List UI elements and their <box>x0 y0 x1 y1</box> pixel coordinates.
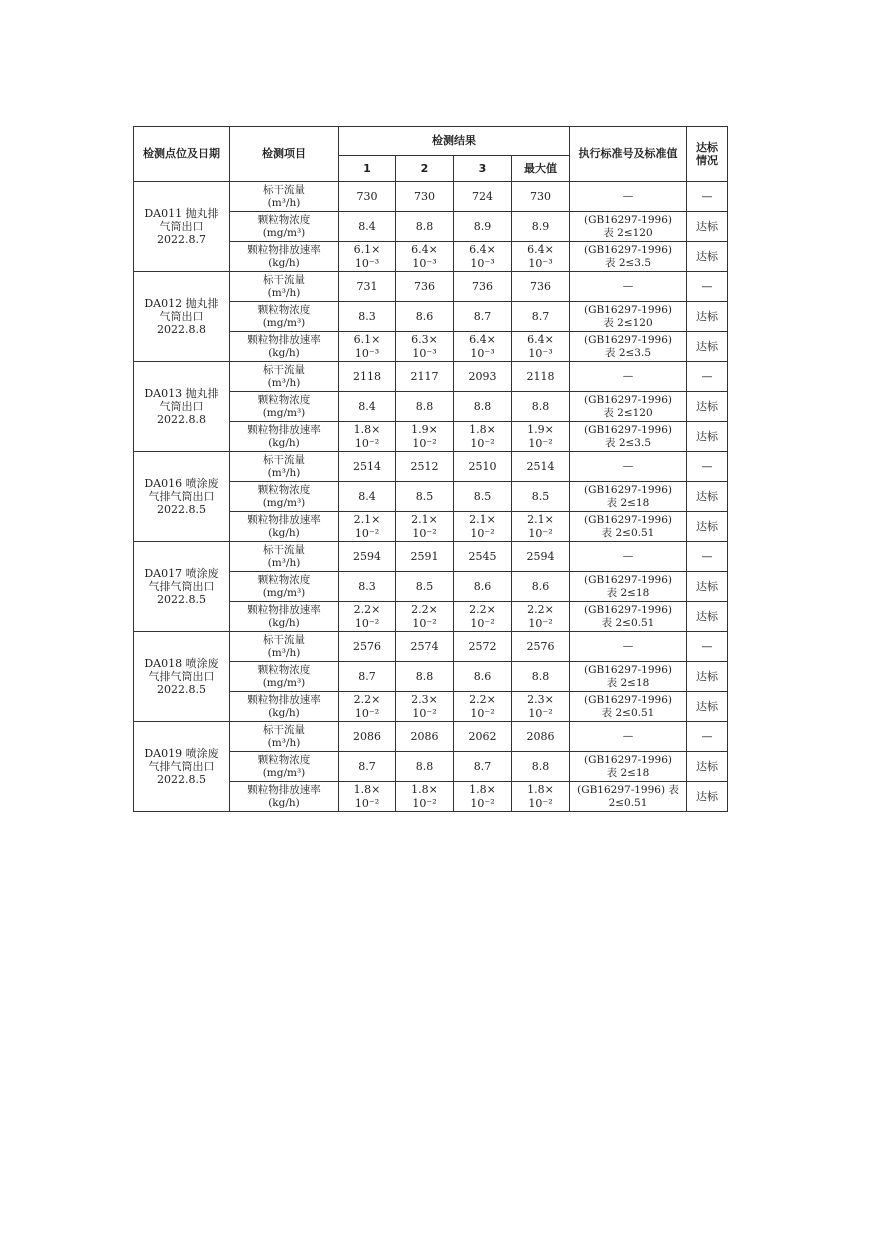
result-3-cell: 2093 <box>454 362 512 392</box>
compliance-cell: 达标 <box>687 242 728 272</box>
result-3-cell: 2062 <box>454 722 512 752</box>
table-row <box>134 632 728 662</box>
table-row <box>134 722 728 752</box>
result-3-cell: 2572 <box>454 632 512 662</box>
max-value-cell: 8.8 <box>512 392 570 422</box>
standard-cell: (GB16297-1996) 表 2≤3.5 <box>570 422 687 452</box>
result-3-cell: 2.2× 10⁻² <box>454 602 512 632</box>
standard-cell: — <box>570 362 687 392</box>
compliance-cell: 达标 <box>687 662 728 692</box>
result-2-cell: 8.5 <box>396 572 454 602</box>
item-cell: 颗粒物浓度 (mg/m³) <box>230 482 339 512</box>
max-value-cell: 8.5 <box>512 482 570 512</box>
result-3-cell: 2510 <box>454 452 512 482</box>
result-2-cell: 8.8 <box>396 212 454 242</box>
result-2-cell: 2574 <box>396 632 454 662</box>
max-value-cell: 2.2× 10⁻² <box>512 602 570 632</box>
location-date-cell: DA018 喷涂废 气排气筒出口 2022.8.5 <box>134 632 230 722</box>
compliance-cell: — <box>687 632 728 662</box>
max-value-cell: 8.8 <box>512 662 570 692</box>
compliance-cell: 达标 <box>687 512 728 542</box>
standard-cell: (GB16297-1996) 表 2≤3.5 <box>570 242 687 272</box>
location-date-cell: DA019 喷涂废 气排气筒出口 2022.8.5 <box>134 722 230 812</box>
compliance-cell: 达标 <box>687 572 728 602</box>
max-value-cell: 8.9 <box>512 212 570 242</box>
item-cell: 颗粒物浓度 (mg/m³) <box>230 752 339 782</box>
header-row-1 <box>134 127 728 156</box>
header-item: 检测项目 <box>230 127 339 182</box>
standard-cell: — <box>570 632 687 662</box>
item-cell: 颗粒物浓度 (mg/m³) <box>230 572 339 602</box>
standard-cell: — <box>570 542 687 572</box>
item-cell: 颗粒物排放速率 (kg/h) <box>230 332 339 362</box>
header-location-date: 检测点位及日期 <box>134 127 230 182</box>
max-value-cell: 2594 <box>512 542 570 572</box>
location-date-cell: DA012 抛丸排 气筒出口 2022.8.8 <box>134 272 230 362</box>
max-value-cell: 6.4× 10⁻³ <box>512 332 570 362</box>
item-cell: 颗粒物排放速率 (kg/h) <box>230 242 339 272</box>
result-2-cell: 1.9× 10⁻² <box>396 422 454 452</box>
result-2-cell: 2.2× 10⁻² <box>396 602 454 632</box>
standard-cell: (GB16297-1996) 表 2≤120 <box>570 392 687 422</box>
result-1-cell: 1.8× 10⁻² <box>339 782 396 812</box>
result-2-cell: 6.3× 10⁻³ <box>396 332 454 362</box>
result-1-cell: 8.3 <box>339 572 396 602</box>
item-cell: 标干流量 (m³/h) <box>230 542 339 572</box>
result-1-cell: 2086 <box>339 722 396 752</box>
table-row <box>134 272 728 302</box>
result-1-cell: 6.1× 10⁻³ <box>339 242 396 272</box>
standard-cell: (GB16297-1996) 表 2≤18 <box>570 572 687 602</box>
result-2-cell: 730 <box>396 182 454 212</box>
compliance-cell: 达标 <box>687 482 728 512</box>
result-1-cell: 2118 <box>339 362 396 392</box>
header-col-2: 2 <box>396 156 454 182</box>
result-3-cell: 6.4× 10⁻³ <box>454 332 512 362</box>
standard-cell: (GB16297-1996) 表 2≤120 <box>570 212 687 242</box>
standard-cell: (GB16297-1996) 表 2≤18 <box>570 752 687 782</box>
standard-cell: (GB16297-1996) 表 2≤0.51 <box>570 782 687 812</box>
item-cell: 颗粒物排放速率 (kg/h) <box>230 422 339 452</box>
max-value-cell: 730 <box>512 182 570 212</box>
item-cell: 标干流量 (m³/h) <box>230 632 339 662</box>
result-3-cell: 8.9 <box>454 212 512 242</box>
result-1-cell: 2594 <box>339 542 396 572</box>
item-cell: 标干流量 (m³/h) <box>230 182 339 212</box>
compliance-cell: 达标 <box>687 692 728 722</box>
item-cell: 颗粒物浓度 (mg/m³) <box>230 662 339 692</box>
result-3-cell: 8.8 <box>454 392 512 422</box>
header-results: 检测结果 <box>339 127 570 156</box>
header-standard: 执行标准号及标准值 <box>570 127 687 182</box>
standard-cell: — <box>570 272 687 302</box>
compliance-cell: 达标 <box>687 332 728 362</box>
standard-cell: — <box>570 722 687 752</box>
item-cell: 颗粒物排放速率 (kg/h) <box>230 692 339 722</box>
compliance-cell: — <box>687 182 728 212</box>
result-2-cell: 2086 <box>396 722 454 752</box>
result-2-cell: 8.8 <box>396 662 454 692</box>
max-value-cell: 6.4× 10⁻³ <box>512 242 570 272</box>
result-2-cell: 1.8× 10⁻² <box>396 782 454 812</box>
location-date-cell: DA017 喷涂废 气排气筒出口 2022.8.5 <box>134 542 230 632</box>
result-2-cell: 2512 <box>396 452 454 482</box>
item-cell: 颗粒物浓度 (mg/m³) <box>230 392 339 422</box>
result-3-cell: 2545 <box>454 542 512 572</box>
result-2-cell: 6.4× 10⁻³ <box>396 242 454 272</box>
result-3-cell: 2.2× 10⁻² <box>454 692 512 722</box>
item-cell: 标干流量 (m³/h) <box>230 722 339 752</box>
result-1-cell: 2576 <box>339 632 396 662</box>
result-2-cell: 8.6 <box>396 302 454 332</box>
item-cell: 颗粒物排放速率 (kg/h) <box>230 602 339 632</box>
location-date-cell: DA011 抛丸排 气筒出口 2022.8.7 <box>134 182 230 272</box>
item-cell: 标干流量 (m³/h) <box>230 272 339 302</box>
standard-cell: (GB16297-1996) 表 2≤18 <box>570 662 687 692</box>
result-1-cell: 1.8× 10⁻² <box>339 422 396 452</box>
result-1-cell: 6.1× 10⁻³ <box>339 332 396 362</box>
header-col-1: 1 <box>339 156 396 182</box>
result-1-cell: 2.2× 10⁻² <box>339 692 396 722</box>
compliance-cell: — <box>687 542 728 572</box>
table-row <box>134 452 728 482</box>
table-row <box>134 182 728 212</box>
item-cell: 颗粒物浓度 (mg/m³) <box>230 212 339 242</box>
result-1-cell: 2.2× 10⁻² <box>339 602 396 632</box>
compliance-cell: 达标 <box>687 602 728 632</box>
result-3-cell: 8.5 <box>454 482 512 512</box>
standard-cell: (GB16297-1996) 表 2≤0.51 <box>570 512 687 542</box>
result-3-cell: 1.8× 10⁻² <box>454 782 512 812</box>
compliance-cell: 达标 <box>687 422 728 452</box>
item-cell: 颗粒物排放速率 (kg/h) <box>230 512 339 542</box>
compliance-cell: 达标 <box>687 212 728 242</box>
standard-cell: (GB16297-1996) 表 2≤18 <box>570 482 687 512</box>
compliance-cell: 达标 <box>687 302 728 332</box>
result-2-cell: 8.5 <box>396 482 454 512</box>
standard-cell: — <box>570 452 687 482</box>
max-value-cell: 8.7 <box>512 302 570 332</box>
max-value-cell: 8.8 <box>512 752 570 782</box>
result-3-cell: 724 <box>454 182 512 212</box>
item-cell: 标干流量 (m³/h) <box>230 452 339 482</box>
max-value-cell: 736 <box>512 272 570 302</box>
result-2-cell: 736 <box>396 272 454 302</box>
header-col-3: 3 <box>454 156 512 182</box>
standard-cell: (GB16297-1996) 表 2≤3.5 <box>570 332 687 362</box>
result-1-cell: 8.4 <box>339 212 396 242</box>
max-value-cell: 2514 <box>512 452 570 482</box>
result-1-cell: 731 <box>339 272 396 302</box>
result-2-cell: 2117 <box>396 362 454 392</box>
result-1-cell: 2514 <box>339 452 396 482</box>
result-1-cell: 2.1× 10⁻² <box>339 512 396 542</box>
compliance-cell: — <box>687 722 728 752</box>
standard-cell: (GB16297-1996) 表 2≤0.51 <box>570 602 687 632</box>
header-max: 最大值 <box>512 156 570 182</box>
item-cell: 颗粒物浓度 (mg/m³) <box>230 302 339 332</box>
compliance-cell: — <box>687 362 728 392</box>
table-body <box>134 182 728 812</box>
result-2-cell: 8.8 <box>396 752 454 782</box>
result-2-cell: 2.3× 10⁻² <box>396 692 454 722</box>
max-value-cell: 1.8× 10⁻² <box>512 782 570 812</box>
result-1-cell: 8.4 <box>339 392 396 422</box>
max-value-cell: 2.3× 10⁻² <box>512 692 570 722</box>
result-1-cell: 8.3 <box>339 302 396 332</box>
result-2-cell: 2591 <box>396 542 454 572</box>
max-value-cell: 2086 <box>512 722 570 752</box>
result-3-cell: 8.7 <box>454 752 512 782</box>
max-value-cell: 2118 <box>512 362 570 392</box>
monitoring-results-table <box>133 126 728 812</box>
result-3-cell: 8.6 <box>454 572 512 602</box>
location-date-cell: DA016 喷涂废 气排气筒出口 2022.8.5 <box>134 452 230 542</box>
result-3-cell: 8.7 <box>454 302 512 332</box>
result-1-cell: 8.4 <box>339 482 396 512</box>
compliance-cell: 达标 <box>687 752 728 782</box>
item-cell: 颗粒物排放速率 (kg/h) <box>230 782 339 812</box>
result-3-cell: 2.1× 10⁻² <box>454 512 512 542</box>
max-value-cell: 2.1× 10⁻² <box>512 512 570 542</box>
result-1-cell: 730 <box>339 182 396 212</box>
item-cell: 标干流量 (m³/h) <box>230 362 339 392</box>
result-1-cell: 8.7 <box>339 662 396 692</box>
compliance-cell: 达标 <box>687 782 728 812</box>
table-row <box>134 542 728 572</box>
compliance-cell: 达标 <box>687 392 728 422</box>
max-value-cell: 2576 <box>512 632 570 662</box>
standard-cell: — <box>570 182 687 212</box>
table-row <box>134 362 728 392</box>
result-2-cell: 8.8 <box>396 392 454 422</box>
result-3-cell: 8.6 <box>454 662 512 692</box>
compliance-cell: — <box>687 272 728 302</box>
result-1-cell: 8.7 <box>339 752 396 782</box>
header-compliance: 达标 情况 <box>687 127 728 182</box>
result-3-cell: 736 <box>454 272 512 302</box>
result-2-cell: 2.1× 10⁻² <box>396 512 454 542</box>
max-value-cell: 8.6 <box>512 572 570 602</box>
result-3-cell: 1.8× 10⁻² <box>454 422 512 452</box>
compliance-cell: — <box>687 452 728 482</box>
result-3-cell: 6.4× 10⁻³ <box>454 242 512 272</box>
standard-cell: (GB16297-1996) 表 2≤120 <box>570 302 687 332</box>
location-date-cell: DA013 抛丸排 气筒出口 2022.8.8 <box>134 362 230 452</box>
standard-cell: (GB16297-1996) 表 2≤0.51 <box>570 692 687 722</box>
max-value-cell: 1.9× 10⁻² <box>512 422 570 452</box>
